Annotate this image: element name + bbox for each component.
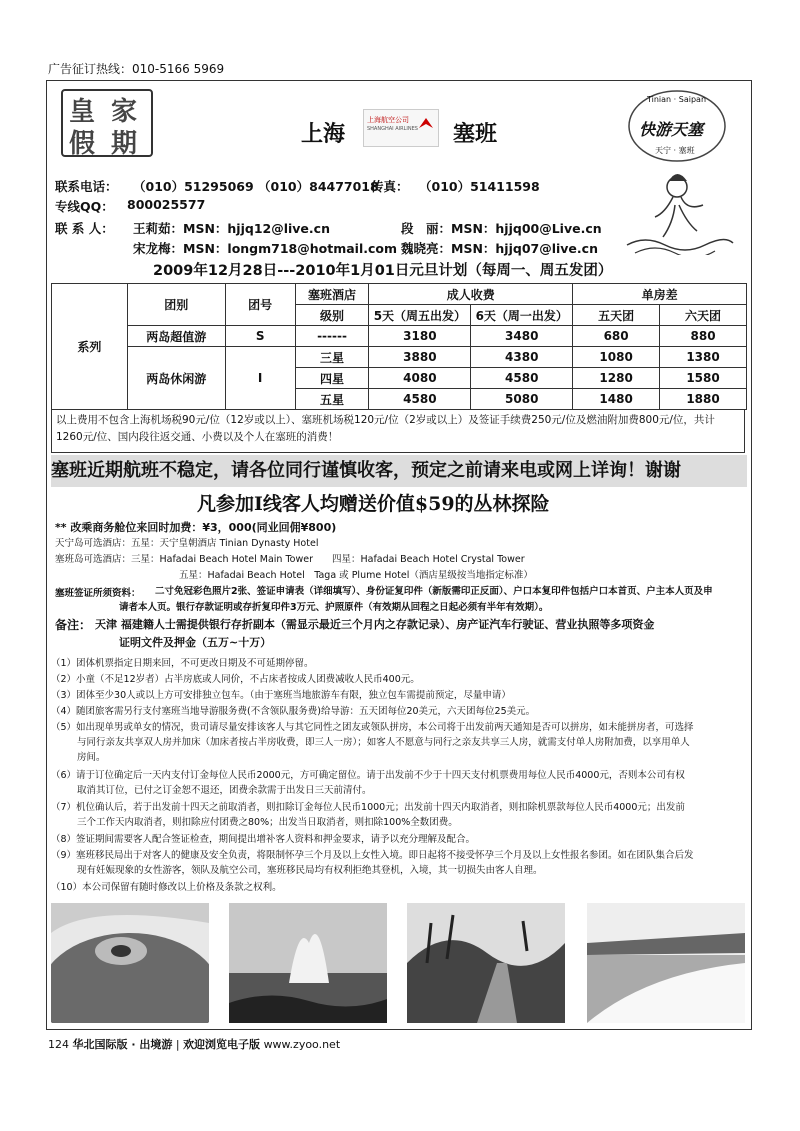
visa-docs-label: 塞班签证所须资料： <box>55 588 141 599</box>
price-5day: 3880 <box>369 347 471 368</box>
single-6day: 1380 <box>660 347 747 368</box>
tour-code: S <box>225 326 295 347</box>
fax-label: 传真： <box>371 179 409 194</box>
contact-person: 王莉茹：MSN：hjjq12@live.cn <box>133 221 330 236</box>
ad-hotline: 广告征订热线：010-5166 5969 <box>48 62 225 76</box>
col-header-hotel: 塞班酒店 <box>295 284 369 305</box>
term-item: 取消其订位，已付之订金恕不退还，团费余款需于出发日三天前清付。 <box>77 785 372 796</box>
crane-icon <box>418 116 434 130</box>
ad-frame <box>46 80 752 1030</box>
term-item: （3）团体至少30人或以上方可安排独立包车。（由于塞班当地旅游车有限，独立包车需提前预定，尽量申请） <box>51 690 511 701</box>
diver-illustration-icon <box>625 165 735 255</box>
photo-coastal-path <box>407 903 565 1023</box>
hotel-saipan-5star: 五星：Hafadai Beach Hotel Taga 或 Plume Hotel（酒店星级按当地指定标准） <box>179 570 533 581</box>
hotel-saipan: 塞班岛可选酒店：三星：Hafadai Beach Hotel Main Tower 四星：Hafadai Beach Hotel Crystal Tower <box>55 554 525 565</box>
airline-name-cn: 上海航空公司 <box>367 116 409 124</box>
destination-stamp <box>617 89 737 163</box>
warning-banner: 塞班近期航班不稳定，请各位同行谨慎收客，预定之前请来电或网上详询！谢谢 <box>51 455 747 487</box>
table-row <box>52 347 747 368</box>
term-item: （5）如出现单男或单女的情况，贵司请尽量安排该客人与其它同性之团友或领队拼房，本公司将于出发前两天通知是否可以拼房，如未能拼房者，可选择 <box>51 722 694 733</box>
term-item: （4）随团旅客需另行支付塞班当地导游服务费(不含领队服务费)给导游：五天团每位20美元，六天团每位25美元。 <box>51 706 536 717</box>
series-label: 系列 <box>52 284 128 410</box>
single-5day: 1080 <box>573 347 660 368</box>
term-item: 现有妊娠现象的女性游客，领队及航空公司，塞班移民局均有权利拒绝其登机，入境，其一切损失由客人自理。 <box>77 865 543 876</box>
photo-wave-splash <box>229 903 387 1023</box>
table-row <box>52 326 747 347</box>
single-5day: 680 <box>573 326 660 347</box>
remark-line: 天津 福建籍人士需提供银行存折副本（需显示最近三个月内之存款记录）、房产证汽车行驶证、营业执照等多项资金 <box>95 618 655 631</box>
contact-person: 段 丽：MSN：hjjq00@Live.cn <box>401 221 602 236</box>
visa-docs-line: 二寸免冠彩色照片2张、签证申请表（详细填写）、身份证复印件（新版需印正反面）、户口本复印件包括户口本首页、户主本人页及申 <box>155 586 713 597</box>
footer-url[interactable]: www.zyoo.net <box>263 1038 341 1051</box>
single-6day: 1580 <box>660 368 747 389</box>
route-from: 上海 <box>301 122 346 147</box>
qq-label: 专线QQ： <box>55 199 114 214</box>
single-5day: 1280 <box>573 368 660 389</box>
hotel-level: ------ <box>295 326 369 347</box>
brand-char: 皇 <box>69 97 96 127</box>
contact-person: 宋龙梅：MSN：longm718@hotmail.com <box>133 241 398 256</box>
term-item: 房间。 <box>77 752 106 763</box>
term-item: （10）本公司保留有随时修改以上价格及条款之权利。 <box>51 882 282 893</box>
business-upgrade: ** 改乘商务舱位来回时加费：¥3，000(同业回佣¥800) <box>55 521 337 534</box>
col-header-code: 团号 <box>225 284 295 326</box>
col-header-tour: 团别 <box>127 284 225 326</box>
col-header-single: 单房差 <box>573 284 747 305</box>
tour-code: I <box>225 347 295 410</box>
hotel-level: 三星 <box>295 347 369 368</box>
phone-value: （010）51295069 （010）84477018 <box>133 179 379 194</box>
price-6day: 3480 <box>471 326 573 347</box>
airline-logo <box>363 109 439 147</box>
photo-aerial-island <box>51 903 209 1023</box>
price-6day: 4580 <box>471 368 573 389</box>
person-label: 联 系 人： <box>55 221 114 236</box>
page-number: 124 <box>48 1038 69 1051</box>
jungle-offer: 凡参加I线客人均赠送价值$59的丛林探险 <box>197 493 550 515</box>
airline-name-en: SHANGHAI AIRLINES <box>367 126 418 132</box>
brand-char: 假 <box>69 129 96 159</box>
col-header-single-5: 五天团 <box>573 305 660 326</box>
col-header-6day: 6天（周一出发） <box>471 305 573 326</box>
contact-person: 魏晓亮：MSN：hjjq07@live.cn <box>401 241 598 256</box>
qq-value: 800025577 <box>127 197 206 212</box>
stamp-en: Tinian · Saipan <box>647 95 707 104</box>
brand-logo <box>61 89 153 157</box>
price-5day: 3180 <box>369 326 471 347</box>
tour-name: 两岛休闲游 <box>127 347 225 410</box>
hotel-level: 四星 <box>295 368 369 389</box>
page-footer <box>48 1036 340 1052</box>
col-header-5day: 5天（周五出发） <box>369 305 471 326</box>
price-5day: 4080 <box>369 368 471 389</box>
term-item: （6）请于订位确定后一天内支付订金每位人民币2000元，方可确定留位。请于出发前不少于十四天支付机票费用每位人民币4000元，否则本公司有权 <box>51 770 685 781</box>
remark-line: 证明文件及押金（五万~十万） <box>119 636 272 649</box>
brand-char: 家 <box>111 97 138 127</box>
price-6day: 5080 <box>471 389 573 410</box>
col-header-adult: 成人收费 <box>369 284 573 305</box>
hotel-tinian: 天宁岛可选酒店：五星：天宁皇朝酒店 Tinian Dynasty Hotel <box>55 538 319 549</box>
term-item: （2）小童（不足12岁者）占半房底或人同价，不占床者按成人团费减收人民币400元。 <box>51 674 420 685</box>
brand-char: 期 <box>111 129 138 159</box>
footer-separator: | <box>175 1038 180 1051</box>
term-item: 与同行亲友共享双人房并加床（加床者按占半房收费，即三人一房）；如客人不愿意与同行之亲友共享三人房，就需支付单人房附加费，以享用单人 <box>77 737 690 748</box>
price-table <box>51 283 747 410</box>
stamp-cn: 快游天塞 <box>639 120 704 139</box>
term-item: 三个工作天内取消者，则扣除应付团费之80%；出发当日取消者，则扣除100%全数团费。 <box>77 817 458 828</box>
fee-note: 以上费用不包含上海机场税90元/位（12岁或以上）、塞班机场税120元/位（2岁或以上）及签证手续费250元/位及燃油附加费800元/位，共计1260元/位、国内段往返交通、小费以及个人在塞班的消费！ <box>51 409 745 453</box>
remark-label: 备注： <box>55 618 92 632</box>
tour-name: 两岛超值游 <box>127 326 225 347</box>
col-header-single-6: 六天团 <box>660 305 747 326</box>
price-6day: 4380 <box>471 347 573 368</box>
route-to: 塞班 <box>452 122 497 147</box>
single-6day: 1880 <box>660 389 747 410</box>
col-header-level: 级别 <box>295 305 369 326</box>
fax-value: （010）51411598 <box>419 179 540 194</box>
single-5day: 1480 <box>573 389 660 410</box>
term-item: （9）塞班移民局出于对客人的健康及安全负责，将限制怀孕三个月及以上女性入境。即日起将不接受怀孕三个月及以上女性报名参团。如在团队集合后发 <box>51 850 694 861</box>
single-6day: 880 <box>660 326 747 347</box>
term-item: （7）机位确认后，若于出发前十四天之前取消者，则扣除订金每位人民币1000元；出发前十四天内取消者，则扣除机票款每位人民币4000元；出发前 <box>51 802 685 813</box>
phone-label: 联系电话： <box>55 179 118 194</box>
term-item: （8）签证期间需要客人配合签证检查，期间提出增补客人资料和押金要求，请予以充分理解及配合。 <box>51 834 476 845</box>
publication-name: 华北国际版 · 出境游 <box>72 1038 173 1051</box>
photo-boat-wake <box>587 903 745 1023</box>
visa-docs-line: 请者本人页。银行存款证明或存折复印件3万元、护照原件（有效期从回程之日起必须有半年有效期）。 <box>119 602 549 613</box>
price-5day: 4580 <box>369 389 471 410</box>
footer-cta: 欢迎浏览电子版 <box>183 1038 261 1051</box>
schedule-title: 2009年12月28日---2010年1月01日元旦计划（每周一、周五发团） <box>153 263 613 279</box>
route-title <box>301 109 497 153</box>
stamp-sub: 天宁 · 塞班 <box>655 146 695 155</box>
hotel-level: 五星 <box>295 389 369 410</box>
term-item: （1）团体机票指定日期来回，不可更改日期及不可延期停留。 <box>51 658 314 669</box>
